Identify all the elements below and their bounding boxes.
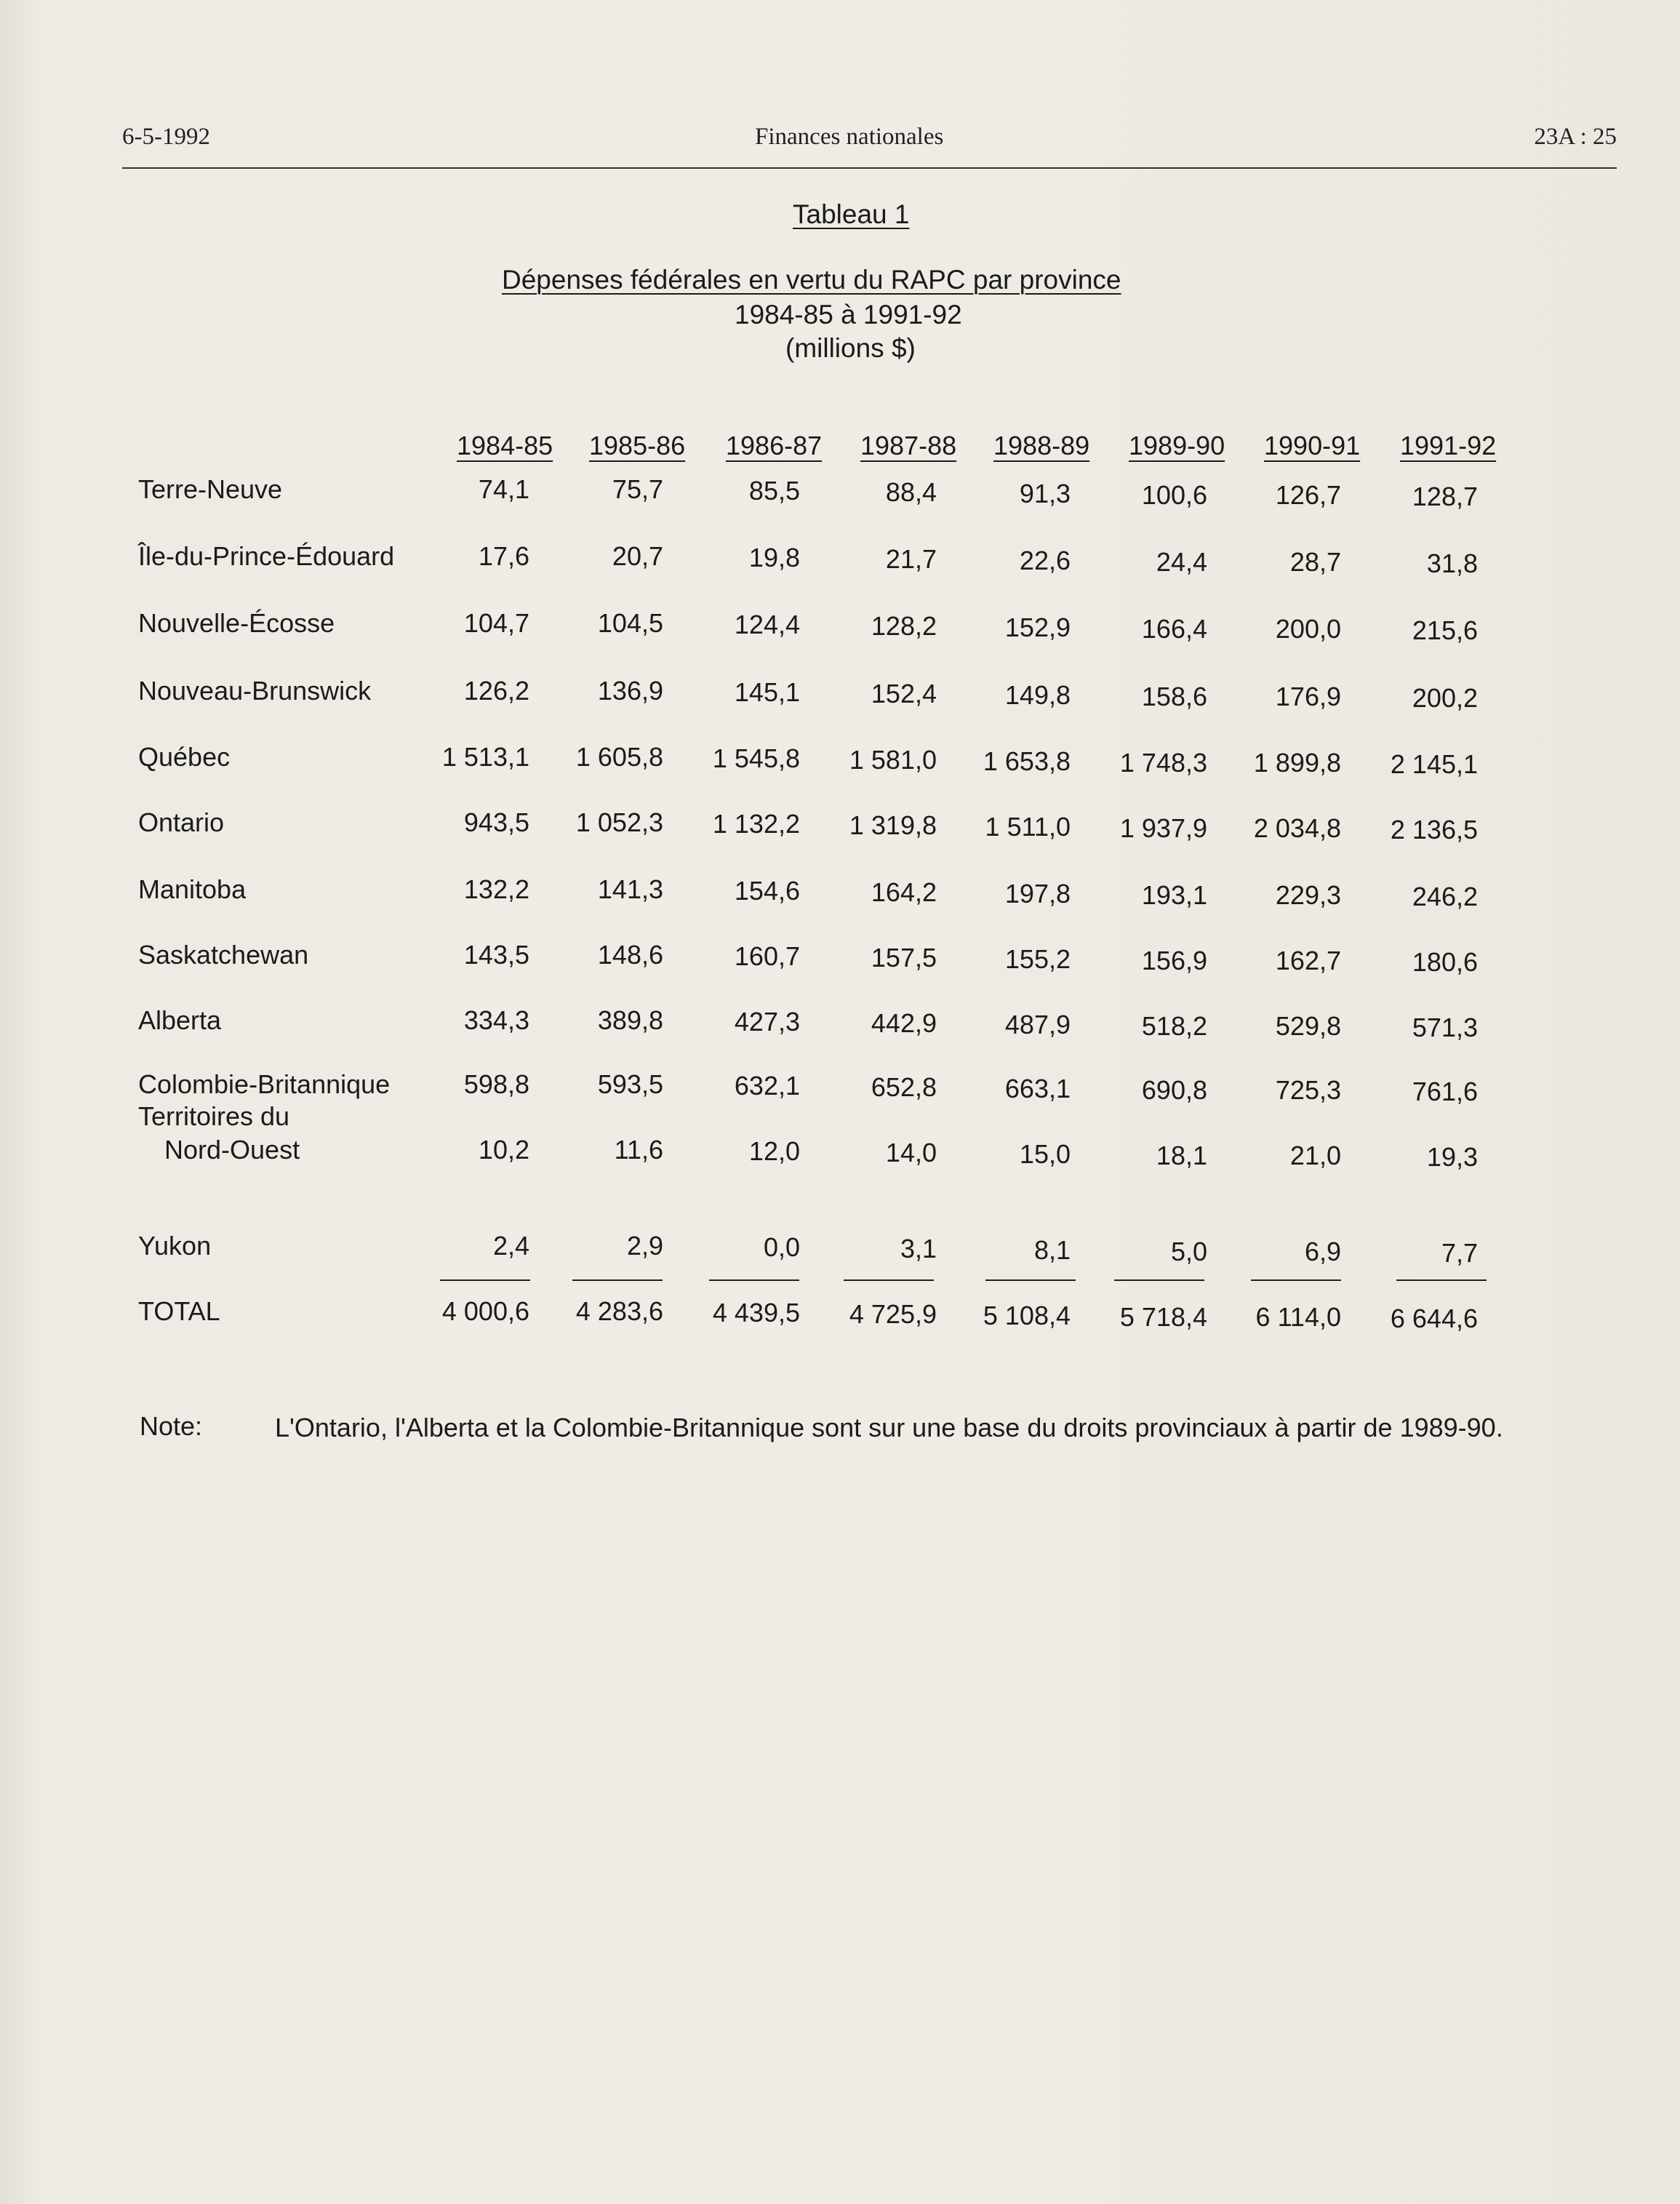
table-cell: 21,7 [885, 544, 937, 574]
total-rule [572, 1279, 663, 1281]
table-cell: 24,4 [1156, 547, 1207, 577]
table-cell: 31,8 [1426, 548, 1478, 578]
table-cell: 246,2 [1412, 882, 1478, 911]
table-cell: 15,0 [1019, 1139, 1071, 1169]
table-cell: 104,5 [597, 608, 663, 638]
table-cell: 229,3 [1275, 880, 1341, 910]
table-cell: 155,2 [1004, 944, 1071, 974]
table-cell: 19,8 [748, 543, 800, 572]
total-cell: 6 114,0 [1255, 1302, 1341, 1332]
year-header: 1984-85 [457, 431, 553, 460]
total-cell: 4 000,6 [441, 1296, 529, 1326]
province-name: Terre-Neuve [138, 474, 283, 504]
table-period: 1984-85 à 1991-92 [735, 300, 962, 330]
table-cell: 663,1 [1004, 1074, 1071, 1103]
table-cell: 18,1 [1156, 1141, 1207, 1170]
table-cell: 141,3 [597, 874, 663, 904]
table-cell: 200,2 [1412, 683, 1478, 713]
table-cell: 1 319,8 [849, 810, 937, 840]
header-date: 6-5-1992 [122, 124, 210, 150]
table-cell: 22,6 [1019, 546, 1071, 575]
table-cell: 593,5 [597, 1069, 663, 1099]
year-header: 1985-86 [589, 431, 686, 460]
province-name: Nouveau-Brunswick [138, 676, 372, 706]
table-cell: 152,4 [871, 679, 937, 708]
total-cell: 4 283,6 [575, 1296, 663, 1326]
table-cell: 427,3 [734, 1007, 800, 1037]
table-cell: 2,9 [626, 1231, 663, 1261]
table-cell: 126,7 [1275, 480, 1341, 510]
total-cell: 4 439,5 [712, 1298, 800, 1327]
table-cell: 148,6 [597, 940, 663, 970]
table-cell: 725,3 [1275, 1075, 1341, 1105]
table-cell: 2 034,8 [1253, 813, 1341, 843]
province-name: Alberta [138, 1005, 222, 1035]
table-cell: 1 052,3 [575, 807, 663, 837]
note-label: Note: [140, 1411, 203, 1441]
table-cell: 1 899,8 [1253, 748, 1341, 778]
table-cell: 1 937,9 [1119, 813, 1207, 843]
total-rule [844, 1279, 934, 1281]
table-cell: 2,4 [492, 1231, 529, 1261]
table-cell: 215,6 [1412, 615, 1478, 645]
table-cell: 160,7 [734, 941, 800, 971]
running-header [122, 124, 1617, 169]
table-cell: 571,3 [1412, 1013, 1478, 1042]
note-text: L'Ontario, l'Alberta et la Colombie-Britannique sont sur une base du droits provinciaux à partir de 1989-90. [275, 1413, 1503, 1442]
table-cell: 149,8 [1004, 680, 1071, 710]
table-cell: 389,8 [597, 1005, 663, 1035]
table-cell: 690,8 [1141, 1075, 1207, 1105]
table-cell: 2 145,1 [1390, 749, 1478, 779]
province-name: Ontario [138, 807, 225, 837]
table-cell: 8,1 [1033, 1235, 1071, 1265]
table-cell: 126,2 [463, 676, 529, 706]
table-cell: 19,3 [1426, 1142, 1478, 1172]
table-cell: 1 511,0 [985, 812, 1071, 842]
table-cell: 91,3 [1019, 479, 1071, 508]
table-cell: 28,7 [1289, 547, 1341, 577]
table-cell: 6,9 [1304, 1237, 1341, 1266]
province-name: Nouvelle-Écosse [138, 608, 335, 638]
total-rule [985, 1279, 1076, 1281]
table-cell: 5,0 [1170, 1237, 1207, 1266]
table-cell: 632,1 [734, 1071, 800, 1101]
year-header: 1986-87 [726, 431, 823, 460]
table-cell: 162,7 [1275, 946, 1341, 975]
total-rule [1114, 1279, 1204, 1281]
table-cell: 0,0 [763, 1232, 800, 1262]
table-cell: 104,7 [463, 608, 529, 638]
table-cell: 145,1 [734, 677, 800, 707]
year-header: 1988-89 [993, 431, 1090, 460]
table-cell: 74,1 [478, 474, 529, 504]
table-cell: 7,7 [1441, 1238, 1478, 1268]
table-cell: 1 748,3 [1119, 748, 1207, 778]
table-cell: 166,4 [1141, 614, 1207, 644]
table-cell: 136,9 [597, 676, 663, 706]
table-cell: 88,4 [885, 477, 937, 507]
table-cell: 1 545,8 [712, 743, 800, 773]
year-header: 1987-88 [860, 431, 957, 460]
table-cell: 1 132,2 [712, 809, 800, 839]
table-cell: 85,5 [748, 476, 800, 506]
table-cell: 156,9 [1141, 946, 1207, 975]
table-cell: 75,7 [612, 474, 663, 504]
year-header: 1989-90 [1129, 431, 1225, 460]
table-units: (millions $) [785, 333, 916, 363]
total-cell: 5 108,4 [983, 1301, 1071, 1330]
province-name: Île-du-Prince-Édouard [138, 541, 395, 571]
total-rule [1396, 1279, 1487, 1281]
table-cell: 124,4 [734, 610, 800, 639]
table-cell: 1 513,1 [441, 742, 529, 772]
table-cell: 154,6 [734, 876, 800, 906]
table-cell: 529,8 [1275, 1011, 1341, 1041]
table-cell: 180,6 [1412, 947, 1478, 977]
year-header: 1991-92 [1400, 431, 1497, 460]
table-cell: 11,6 [614, 1135, 663, 1165]
table-cell: 652,8 [871, 1072, 937, 1102]
total-cell: 6 644,6 [1390, 1303, 1478, 1333]
total-cell: 5 718,4 [1119, 1302, 1207, 1332]
table-cell: 20,7 [612, 541, 663, 571]
table-cell: 193,1 [1141, 880, 1207, 910]
province-name: Territoires du [138, 1101, 290, 1131]
table-cell: 943,5 [463, 807, 529, 837]
header-title: Finances nationales [755, 124, 944, 150]
table-cell: 1 605,8 [575, 742, 663, 772]
table-cell: 17,6 [478, 541, 529, 571]
table-cell: 152,9 [1004, 612, 1071, 642]
table-title: Dépenses fédérales en vertu du RAPC par province [502, 265, 1121, 295]
table-cell: 21,0 [1289, 1141, 1341, 1170]
table-cell: 158,6 [1141, 682, 1207, 711]
table-cell: 100,6 [1141, 480, 1207, 510]
province-name: Nord-Ouest [164, 1135, 300, 1165]
table-cell: 334,3 [463, 1005, 529, 1035]
table-cell: 598,8 [463, 1069, 529, 1099]
total-rule [709, 1279, 799, 1281]
table-cell: 1 581,0 [849, 745, 937, 775]
table-cell: 14,0 [885, 1138, 937, 1167]
table-cell: 2 136,5 [1390, 815, 1478, 845]
province-name: Québec [138, 742, 231, 772]
total-cell: 4 725,9 [849, 1299, 937, 1329]
province-name: Yukon [138, 1231, 212, 1261]
province-name: Manitoba [138, 874, 247, 904]
table-cell: 132,2 [463, 874, 529, 904]
table-cell: 442,9 [871, 1008, 937, 1038]
table-cell: 10,2 [478, 1135, 529, 1165]
total-label: TOTAL [138, 1296, 220, 1326]
table-cell: 128,7 [1412, 482, 1478, 511]
table-cell: 157,5 [871, 943, 937, 973]
total-rule [440, 1279, 530, 1281]
header-page-number: 23A : 25 [1534, 124, 1617, 150]
table-cell: 487,9 [1004, 1010, 1071, 1039]
table-cell: 761,6 [1412, 1077, 1478, 1106]
year-header: 1990-91 [1264, 431, 1361, 460]
table-cell: 143,5 [463, 940, 529, 970]
total-rule [1251, 1279, 1341, 1281]
table-cell: 128,2 [871, 611, 937, 641]
table-cell: 164,2 [871, 877, 937, 907]
table-cell: 197,8 [1004, 879, 1071, 909]
province-name: Colombie-Britannique [138, 1069, 391, 1099]
table-cell: 200,0 [1275, 614, 1341, 644]
table-cell: 1 653,8 [983, 746, 1071, 776]
table-cell: 3,1 [900, 1234, 937, 1263]
province-name: Saskatchewan [138, 940, 309, 970]
table-cell: 176,9 [1275, 682, 1341, 711]
table-cell: 518,2 [1141, 1011, 1207, 1041]
table-label: Tableau 1 [793, 199, 910, 229]
table-cell: 12,0 [748, 1136, 800, 1166]
